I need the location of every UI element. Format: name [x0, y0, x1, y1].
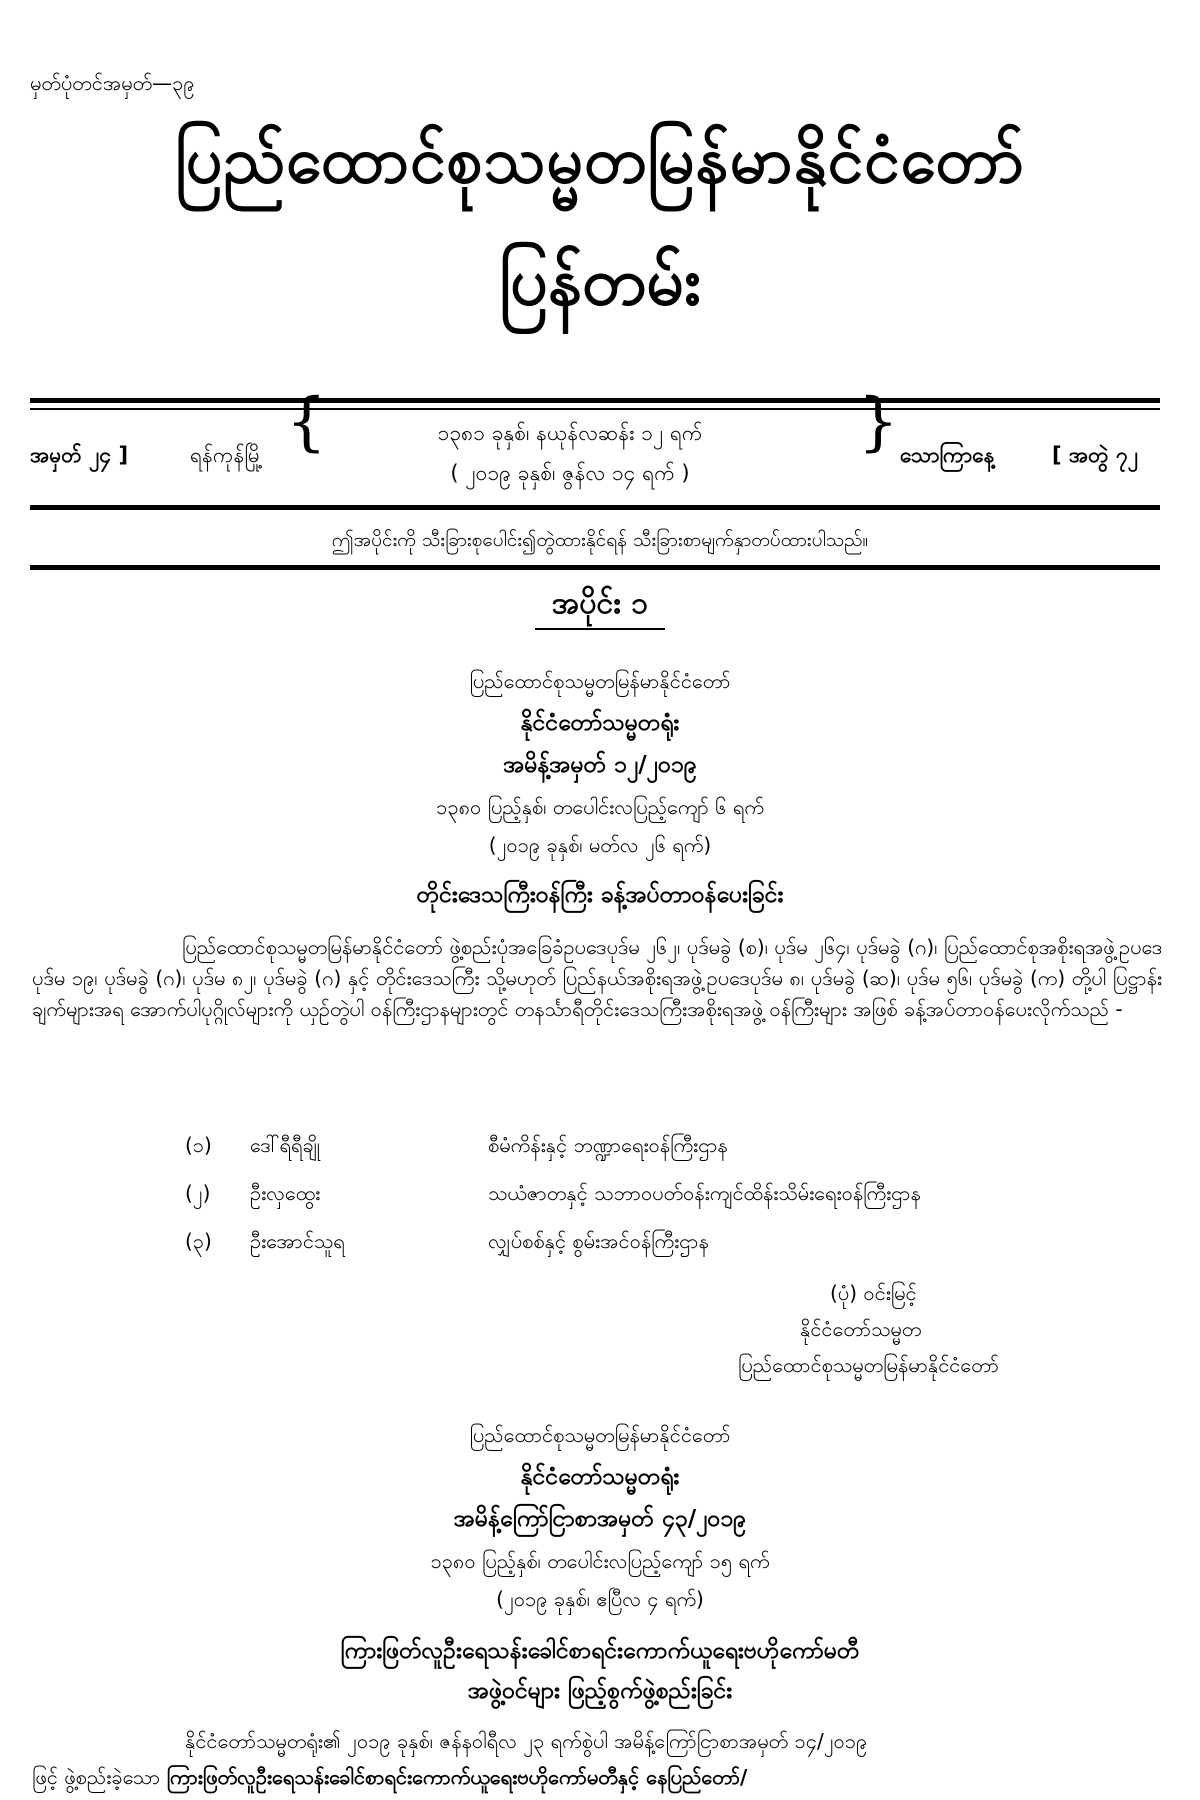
order2-body-bold: ကြားဖြတ်လူဦးရေသန်းခေါင်စာရင်းကောက်ယူရေးဗဟိုကော်မတီနှင့် နေပြည်တော်/: [166, 1765, 748, 1789]
order2-country: ပြည်ထောင်စုသမ္မတမြန်မာနိုင်ငံတော်: [469, 1423, 731, 1447]
left-brace: {: [286, 385, 327, 459]
order2-body-plain: ဖြင့် ဖွဲ့စည်းခဲ့သော: [32, 1765, 167, 1789]
order1-number: အမိန့်အမှတ် ၁၂/၂၀၁၉: [503, 752, 697, 778]
appointment-number: (၃): [185, 1229, 212, 1253]
right-brace: }: [858, 385, 899, 459]
signature-role: နိုင်ငံတော်သမ္မတ: [800, 1317, 922, 1341]
appointee-ministry: လျှပ်စစ်နှင့် စွမ်းအင်ဝန်ကြီးဌာန: [488, 1229, 709, 1253]
order1-date-western: (၂၀၁၉ ခုနှစ်၊ မတ်လ ၂၆ ရက်): [488, 833, 712, 857]
header-rule-top-thin: [30, 408, 1160, 410]
appointee-name: ဦးလှထွေး: [250, 1181, 321, 1205]
appointee-ministry: စီမံကိန်းနှင့် ဘဏ္ဍာရေးဝန်ကြီးဌာန: [488, 1133, 728, 1157]
order2-number: အမိန့်ကြော်ငြာစာအမှတ် ၄၃/၂၀၁၉: [453, 1506, 747, 1532]
volume: [ အတွဲ ၇၂: [1052, 443, 1139, 467]
order2-subject-line2: အဖွဲ့ဝင်များ ဖြည့်စွက်ဖွဲ့စည်းခြင်း: [467, 1678, 733, 1704]
order2-date-myanmar: ၁၃၈၀ ပြည့်နှစ်၊ တပေါင်းလပြည့်ကျော် ၁၅ ရက်: [430, 1549, 770, 1573]
order1-office: နိုင်ငံတော်သမ္မတရုံး: [520, 710, 680, 736]
appointee-ministry: သယံဇာတနှင့် သဘာဝပတ်ဝန်းကျင်ထိန်းသိမ်းရေးဝန်ကြီးဌာန: [488, 1181, 921, 1205]
weekday: သောကြာနေ့: [900, 443, 995, 467]
order2-subject-line1: ကြားဖြတ်လူဦးရေသန်းခေါင်စာရင်းကောက်ယူရေးဗဟိုကော်မတီ: [340, 1638, 860, 1664]
order1-date-myanmar: ၁၃၈၀ ပြည့်နှစ်၊ တပေါင်းလပြည့်ကျော် ၆ ရက်: [436, 795, 764, 819]
header-rule-bottom: [30, 565, 1160, 570]
part-heading-underline: [535, 628, 665, 630]
order2-body-line1: နိုင်ငံတော်သမ္မတရုံး၏ ၂၀၁၉ ခုနှစ်၊ ဇန်နဝါရီလ ၂၃ ရက်စွဲပါ အမိန့်ကြော်ငြာစာအမှတ် ၁၄/၂၀၁၉: [185, 1729, 868, 1753]
appointment-number: (၁): [185, 1133, 212, 1157]
issue-number: အမှတ် ၂၄ ]: [30, 443, 129, 467]
gazette-title: ပြည်ထောင်စုသမ္မတမြန်မာနိုင်ငံတော်: [174, 124, 1026, 198]
order2-date-western: (၂၀၁၉ ခုနှစ်၊ ဧပြီလ ၄ ရက်): [496, 1587, 704, 1611]
appointment-number: (၂): [185, 1181, 211, 1205]
header-rule-top: [30, 398, 1160, 403]
date-myanmar: ၁၃၈၁ ခုနှစ်၊ နယုန်လဆန်း ၁၂ ရက်: [437, 421, 703, 445]
order1-body: ပြည်ထောင်စုသမ္မတမြန်မာနိုင်ငံတော် ဖွဲ့စည်းပုံအခြေခံဥပဒေပုဒ်မ ၂၆၂၊ ပုဒ်မခွဲ (စ)၊ ပုဒ်မ ၂၆၄၊ ပုဒ်မခွဲ (ဂ)၊ ပြည်ထောင်စုအစိုးရအဖွဲ့ဥပဒေပုဒ်မ ၁၉၊ ပုဒ်မခွဲ (ဂ)၊ ပုဒ်မ ၈၂၊ ပုဒ်မခွဲ (ဂ) နှင့် တိုင်းဒေသကြီး သို့မဟုတ် ပြည်နယ်အစိုးရအဖွဲ့ဥပဒေပုဒ်မ ၈၊ ပုဒ်မခွဲ (ဆ)၊ ပုဒ်မ ၅၆၊ ပုဒ်မခွဲ (က) တို့ပါ ပြဋ္ဌာန်းချက်များအရ အောက်ပါပုဂ္ဂိုလ်များကို ယှဉ်တွဲပါ ဝန်ကြီးဌာနများတွင် တနင်္သာရီတိုင်းဒေသကြီးအစိုးရအဖွဲ့ ဝန်ကြီးများ အဖြစ် ခန့်အပ်တာဝန်ပေးလိုက်သည် -: [32, 935, 1162, 1021]
signature-country: ပြည်ထောင်စုသမ္မတမြန်မာနိုင်ငံတော်: [738, 1353, 999, 1377]
signature-signed: (ပုံ) ဝင်းမြင့်: [830, 1281, 917, 1305]
appointee-name: ဦးအောင်သူရ: [250, 1229, 345, 1253]
order1-subject: တိုင်းဒေသကြီးဝန်ကြီး ခန့်အပ်တာဝန်ပေးခြင်း: [416, 882, 784, 908]
order2-office: နိုင်ငံတော်သမ္မတရုံး: [520, 1464, 680, 1490]
order1-country: ပြည်ထောင်စုသမ္မတမြန်မာနိုင်ငံတော်: [469, 669, 731, 693]
date-western: ( ၂၀၁၉ ခုနှစ်၊ ဇွန်လ ၁၄ ရက် ): [450, 461, 690, 485]
part-heading: အပိုင်း ၁: [551, 586, 649, 621]
appointee-name: ဒေါ်ရီရီချို: [250, 1133, 320, 1157]
header-rule-mid: [30, 505, 1160, 510]
registration-number: မှတ်ပုံတင်အမှတ်—၃၉: [30, 71, 195, 95]
gazette-subtitle: ပြန်တမ်း: [499, 243, 701, 320]
order2-body-line2: [32, 1764, 747, 1794]
separate-notice: ဤအပိုင်းကို သီးခြားစုပေါင်း၍တွဲထားနိုင်ရန် သီးခြားစာမျက်နှာတပ်ထားပါသည်။: [331, 529, 869, 551]
city: ရန်ကုန်မြို့: [190, 443, 264, 467]
